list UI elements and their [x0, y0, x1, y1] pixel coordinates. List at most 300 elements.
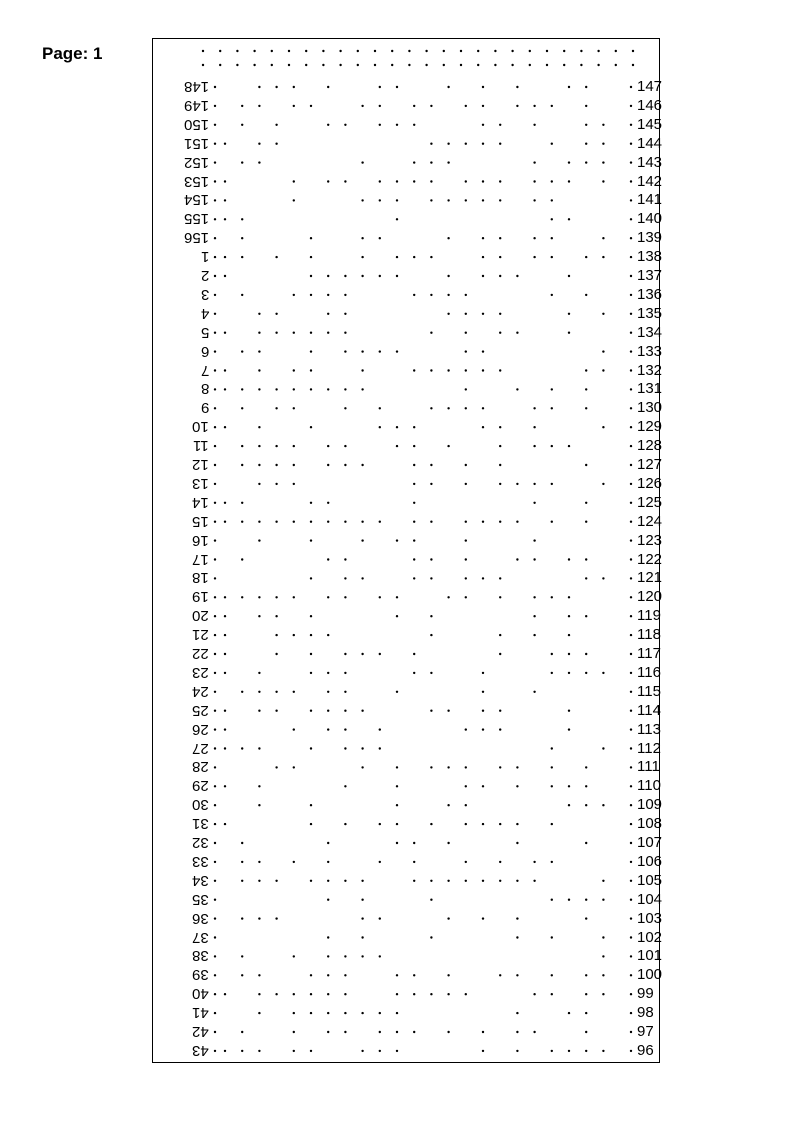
row-number-right: 147 [637, 78, 663, 95]
stitch-dot [551, 823, 553, 825]
stitch-dot [293, 180, 295, 182]
stitch-dot [327, 993, 329, 995]
stitch-dot [396, 180, 398, 182]
stitch-dot [293, 294, 295, 296]
stitch-dot [533, 407, 535, 409]
stitch-dot [499, 332, 501, 334]
stitch-dot [293, 332, 295, 334]
stitch-dot [396, 1031, 398, 1033]
border-dot [460, 50, 462, 52]
stitch-dot [344, 294, 346, 296]
edge-dot [214, 710, 216, 712]
stitch-dot [241, 974, 243, 976]
stitch-dot [241, 861, 243, 863]
edge-dot [214, 842, 216, 844]
stitch-dot [447, 1031, 449, 1033]
stitch-dot [258, 691, 260, 693]
stitch-dot [344, 691, 346, 693]
stitch-dot [310, 653, 312, 655]
stitch-dot [447, 445, 449, 447]
stitch-dot [499, 199, 501, 201]
row-number-left: 13 [192, 474, 209, 492]
stitch-dot [413, 369, 415, 371]
stitch-dot [344, 785, 346, 787]
edge-dot [630, 161, 632, 163]
edge-dot [214, 577, 216, 579]
stitch-dot [344, 1031, 346, 1033]
stitch-dot [310, 256, 312, 258]
stitch-dot [430, 672, 432, 674]
stitch-dot [413, 426, 415, 428]
stitch-dot [482, 313, 484, 315]
stitch-dot [585, 653, 587, 655]
stitch-dot [585, 615, 587, 617]
stitch-dot [499, 521, 501, 523]
stitch-dot [396, 804, 398, 806]
stitch-dot [293, 596, 295, 598]
stitch-dot [310, 521, 312, 523]
stitch-dot [344, 388, 346, 390]
edge-dot [630, 804, 632, 806]
edge-dot [214, 199, 216, 201]
stitch-dot [293, 105, 295, 107]
stitch-dot [396, 993, 398, 995]
border-dot [632, 50, 634, 52]
border-dot [391, 50, 393, 52]
stitch-dot [293, 407, 295, 409]
stitch-dot [585, 577, 587, 579]
stitch-dot [568, 161, 570, 163]
stitch-dot [602, 672, 604, 674]
stitch-dot [516, 275, 518, 277]
stitch-dot [344, 124, 346, 126]
stitch-dot [447, 993, 449, 995]
stitch-dot [482, 407, 484, 409]
stitch-dot [275, 596, 277, 598]
stitch-dot [413, 521, 415, 523]
stitch-dot [482, 86, 484, 88]
stitch-dot [413, 842, 415, 844]
stitch-dot [275, 634, 277, 636]
stitch-dot [310, 237, 312, 239]
stitch-dot [344, 464, 346, 466]
stitch-dot [327, 464, 329, 466]
stitch-dot [533, 180, 535, 182]
border-dot [580, 64, 582, 66]
stitch-dot [379, 728, 381, 730]
stitch-dot [344, 880, 346, 882]
edge-dot [214, 143, 216, 145]
row-number-right: 140 [637, 210, 663, 228]
row-number-left: 34 [192, 871, 209, 889]
row-number-left: 18 [192, 569, 209, 587]
stitch-dot [241, 294, 243, 296]
stitch-dot [602, 180, 604, 182]
stitch-dot [379, 1031, 381, 1033]
stitch-dot [361, 275, 363, 277]
stitch-dot [482, 426, 484, 428]
stitch-dot [224, 521, 226, 523]
edge-dot [630, 861, 632, 863]
edge-dot [630, 332, 632, 334]
stitch-dot [413, 502, 415, 504]
stitch-dot [551, 785, 553, 787]
dot-chart-frame [152, 38, 663, 1063]
stitch-dot [602, 313, 604, 315]
stitch-dot [327, 180, 329, 182]
row-number-right: 119 [637, 607, 661, 625]
stitch-dot [361, 464, 363, 466]
stitch-dot [533, 237, 535, 239]
stitch-dot [551, 218, 553, 220]
edge-dot [630, 388, 632, 390]
edge-dot [630, 143, 632, 145]
row-number-left: 19 [192, 588, 209, 606]
edge-dot [214, 369, 216, 371]
edge-dot [214, 313, 216, 315]
stitch-dot [413, 880, 415, 882]
stitch-dot [275, 691, 277, 693]
stitch-dot [258, 785, 260, 787]
row-number-right: 132 [637, 361, 663, 379]
stitch-dot [344, 974, 346, 976]
stitch-dot [585, 521, 587, 523]
stitch-dot [516, 823, 518, 825]
stitch-dot [499, 577, 501, 579]
stitch-dot [585, 804, 587, 806]
stitch-dot [533, 105, 535, 107]
stitch-dot [258, 747, 260, 749]
edge-dot [630, 634, 632, 636]
stitch-dot [516, 558, 518, 560]
stitch-dot [224, 823, 226, 825]
stitch-dot [516, 86, 518, 88]
row-number-right: 104 [637, 890, 663, 908]
edge-dot [214, 974, 216, 976]
row-number-left: 17 [192, 550, 209, 568]
row-number-left: 41 [192, 1004, 209, 1022]
row-number-left: 7 [200, 361, 209, 379]
stitch-dot [344, 558, 346, 560]
stitch-dot [551, 294, 553, 296]
stitch-dot [430, 256, 432, 258]
stitch-dot [413, 539, 415, 541]
edge-dot [630, 974, 632, 976]
stitch-dot [379, 124, 381, 126]
stitch-dot [533, 161, 535, 163]
stitch-dot [551, 388, 553, 390]
row-number-left: 153 [183, 172, 209, 190]
stitch-dot [258, 388, 260, 390]
stitch-dot [516, 332, 518, 334]
stitch-dot [533, 558, 535, 560]
stitch-dot [258, 861, 260, 863]
stitch-dot [361, 899, 363, 901]
stitch-dot [551, 199, 553, 201]
row-number-left: 11 [193, 437, 209, 455]
stitch-dot [568, 804, 570, 806]
stitch-dot [465, 577, 467, 579]
stitch-dot [224, 615, 226, 617]
row-number-left: 21 [192, 626, 209, 644]
stitch-dot [361, 199, 363, 201]
stitch-dot [344, 445, 346, 447]
stitch-dot [602, 237, 604, 239]
stitch-dot [241, 596, 243, 598]
stitch-dot [465, 596, 467, 598]
stitch-dot [344, 180, 346, 182]
stitch-dot [327, 955, 329, 957]
stitch-dot [396, 426, 398, 428]
stitch-dot [499, 634, 501, 636]
stitch-dot [327, 521, 329, 523]
row-number-right: 101 [637, 947, 663, 965]
edge-dot [630, 464, 632, 466]
stitch-dot [275, 917, 277, 919]
stitch-dot [224, 332, 226, 334]
stitch-dot [224, 993, 226, 995]
edge-dot [630, 180, 632, 182]
stitch-dot [344, 672, 346, 674]
stitch-dot [482, 105, 484, 107]
stitch-dot [499, 861, 501, 863]
stitch-dot [533, 445, 535, 447]
stitch-dot [551, 143, 553, 145]
stitch-dot [293, 464, 295, 466]
stitch-dot [551, 105, 553, 107]
row-number-left: 24 [192, 682, 209, 700]
stitch-dot [430, 936, 432, 938]
row-number-right: 130 [637, 399, 663, 417]
stitch-dot [361, 161, 363, 163]
stitch-dot [568, 313, 570, 315]
stitch-dot [585, 993, 587, 995]
stitch-dot [258, 917, 260, 919]
row-number-left: 33 [192, 852, 209, 870]
row-number-right: 108 [637, 815, 663, 833]
row-number-right: 122 [637, 550, 663, 568]
stitch-dot [327, 124, 329, 126]
stitch-dot [344, 955, 346, 957]
stitch-dot [275, 464, 277, 466]
stitch-dot [310, 539, 312, 541]
stitch-dot [293, 634, 295, 636]
edge-dot [214, 502, 216, 504]
stitch-dot [327, 936, 329, 938]
stitch-dot [379, 426, 381, 428]
stitch-dot [465, 143, 467, 145]
stitch-dot [482, 521, 484, 523]
stitch-dot [482, 672, 484, 674]
stitch-dot [224, 596, 226, 598]
stitch-dot [568, 596, 570, 598]
row-number-left: 43 [192, 1041, 209, 1059]
stitch-dot [430, 899, 432, 901]
border-dot [357, 64, 359, 66]
stitch-dot [327, 861, 329, 863]
row-number-right: 127 [637, 456, 663, 473]
stitch-dot [379, 105, 381, 107]
row-number-right: 141 [637, 191, 663, 209]
stitch-dot [379, 86, 381, 88]
stitch-dot [447, 86, 449, 88]
stitch-dot [361, 521, 363, 523]
row-number-left: 149 [183, 96, 209, 114]
stitch-dot [361, 256, 363, 258]
stitch-dot [447, 199, 449, 201]
edge-dot [214, 426, 216, 428]
stitch-dot [396, 615, 398, 617]
stitch-dot [602, 426, 604, 428]
stitch-dot [551, 1050, 553, 1052]
stitch-dot [258, 426, 260, 428]
stitch-dot [258, 672, 260, 674]
edge-dot [214, 445, 216, 447]
stitch-dot [465, 728, 467, 730]
stitch-dot [310, 710, 312, 712]
border-dot [322, 50, 324, 52]
stitch-dot [413, 577, 415, 579]
stitch-dot [379, 955, 381, 957]
row-number-left: 39 [192, 966, 209, 984]
stitch-dot [551, 672, 553, 674]
stitch-dot [551, 445, 553, 447]
edge-dot [214, 294, 216, 296]
stitch-dot [516, 105, 518, 107]
stitch-dot [413, 445, 415, 447]
stitch-dot [344, 1012, 346, 1014]
edge-dot [214, 615, 216, 617]
border-dot [511, 64, 513, 66]
stitch-dot [551, 747, 553, 749]
stitch-dot [258, 804, 260, 806]
stitch-dot [499, 464, 501, 466]
stitch-dot [344, 653, 346, 655]
stitch-dot [585, 917, 587, 919]
stitch-dot [310, 804, 312, 806]
stitch-dot [310, 350, 312, 352]
stitch-dot [465, 993, 467, 995]
stitch-dot [327, 558, 329, 560]
border-dot [322, 64, 324, 66]
stitch-dot [585, 558, 587, 560]
stitch-dot [293, 728, 295, 730]
stitch-dot [396, 766, 398, 768]
stitch-dot [551, 653, 553, 655]
stitch-dot [482, 728, 484, 730]
stitch-dot [361, 388, 363, 390]
stitch-dot [568, 615, 570, 617]
stitch-dot [533, 539, 535, 541]
row-number-left: 16 [192, 531, 209, 549]
stitch-dot [327, 728, 329, 730]
stitch-dot [310, 634, 312, 636]
edge-dot [214, 880, 216, 882]
stitch-dot [396, 275, 398, 277]
row-number-right: 98 [637, 1004, 654, 1022]
row-number-right: 138 [637, 248, 663, 266]
edge-dot [214, 728, 216, 730]
stitch-dot [396, 86, 398, 88]
edge-dot [214, 464, 216, 466]
edge-dot [630, 955, 632, 957]
stitch-dot [585, 974, 587, 976]
stitch-dot [447, 842, 449, 844]
edge-dot [630, 199, 632, 201]
stitch-dot [224, 199, 226, 201]
stitch-dot [327, 1031, 329, 1033]
stitch-dot [430, 710, 432, 712]
stitch-dot [396, 842, 398, 844]
stitch-dot [241, 1031, 243, 1033]
stitch-dot [361, 955, 363, 957]
stitch-dot [585, 161, 587, 163]
stitch-dot [447, 766, 449, 768]
stitch-dot [327, 710, 329, 712]
stitch-dot [465, 861, 467, 863]
stitch-dot [585, 1050, 587, 1052]
edge-dot [214, 124, 216, 126]
border-dot [339, 50, 341, 52]
row-number-right: 128 [637, 437, 663, 455]
stitch-dot [241, 256, 243, 258]
stitch-dot [499, 823, 501, 825]
border-dot [632, 64, 634, 66]
stitch-dot [379, 350, 381, 352]
stitch-dot [551, 180, 553, 182]
border-dot [546, 64, 548, 66]
stitch-dot [447, 275, 449, 277]
stitch-dot [516, 842, 518, 844]
stitch-dot [447, 917, 449, 919]
row-number-right: 109 [637, 796, 663, 814]
row-number-left: 148 [183, 78, 209, 95]
stitch-dot [361, 237, 363, 239]
stitch-dot [293, 86, 295, 88]
stitch-dot [293, 521, 295, 523]
stitch-dot [430, 558, 432, 560]
row-number-right: 105 [637, 871, 663, 889]
stitch-dot [430, 577, 432, 579]
stitch-dot [258, 710, 260, 712]
edge-dot [214, 388, 216, 390]
row-number-left: 154 [183, 191, 209, 209]
stitch-dot [224, 710, 226, 712]
border-dot [288, 64, 290, 66]
stitch-dot [275, 993, 277, 995]
stitch-dot [465, 350, 467, 352]
stitch-dot [361, 577, 363, 579]
stitch-dot [482, 785, 484, 787]
stitch-dot [275, 710, 277, 712]
stitch-dot [413, 974, 415, 976]
stitch-dot [568, 218, 570, 220]
row-number-left: 12 [192, 456, 209, 473]
stitch-dot [516, 1031, 518, 1033]
border-dot [374, 64, 376, 66]
edge-dot [630, 237, 632, 239]
stitch-dot [499, 596, 501, 598]
row-number-left: 22 [192, 645, 209, 662]
border-dot [202, 50, 204, 52]
stitch-dot [568, 1012, 570, 1014]
stitch-dot [344, 993, 346, 995]
border-dot [477, 50, 479, 52]
edge-dot [214, 653, 216, 655]
stitch-dot [585, 766, 587, 768]
stitch-dot [465, 407, 467, 409]
stitch-dot [361, 369, 363, 371]
